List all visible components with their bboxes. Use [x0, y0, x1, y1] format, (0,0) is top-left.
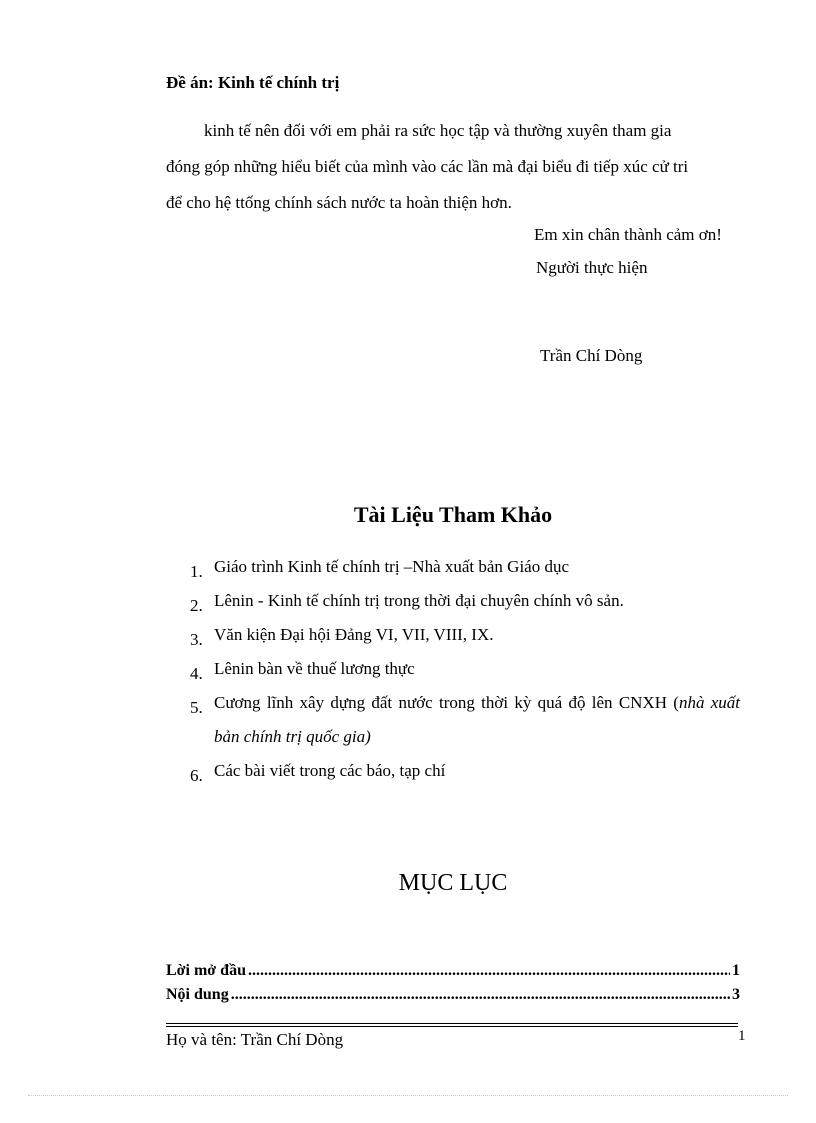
references-title: Tài Liệu Tham Khảo	[353, 502, 553, 527]
table-of-contents	[166, 962, 740, 1010]
paragraph-line: đóng góp những hiểu biết của mình vào các lần mà đại biểu đi tiếp xúc cử tri	[166, 157, 689, 176]
toc-entry-page: 3	[732, 986, 740, 1003]
closing-thanks: Em xin chân thành cảm ơn!	[534, 225, 722, 244]
performer-label: Người thực hiện	[536, 258, 648, 277]
toc-entry-page: 1	[732, 962, 740, 979]
reference-text: Lênin bàn về thuế lương thực	[214, 659, 415, 678]
reference-text: Văn kiện Đại hội Đảng VI, VII, VIII, IX.	[214, 625, 494, 644]
reference-item	[166, 584, 740, 618]
paragraph-line: kinh tế nên đối với em phải ra sức học tập và thường xuyên tham gia	[204, 121, 672, 140]
reference-number: 4.	[190, 664, 203, 683]
reference-number: 2.	[190, 596, 203, 615]
reference-text: Các bài viết trong các báo, tạp chí	[214, 761, 446, 780]
document-header-title: Đề án: Kinh tế chính trị	[166, 73, 340, 92]
toc-leader-dots	[231, 986, 730, 1004]
reference-item	[166, 652, 740, 686]
page-edge-divider	[28, 1095, 788, 1096]
footer-rule-bottom	[166, 1026, 738, 1027]
toc-entry-label: Lời mở đầu	[166, 962, 246, 979]
reference-item	[166, 618, 740, 652]
paragraph-line: để cho hệ ttống chính sách nước ta hoàn thiện hơn.	[166, 193, 512, 212]
toc-title: MỤC LỤC	[398, 870, 508, 896]
reference-text: Cương lĩnh xây dựng đất nước trong thời kỳ quá độ lên CNXH (	[214, 693, 679, 712]
reference-number: 6.	[190, 766, 203, 785]
toc-entry-label: Nội dung	[166, 986, 229, 1003]
reference-text: Giáo trình Kinh tế chính trị –Nhà xuất bản Giáo dục	[214, 557, 570, 576]
author-signature: Trần Chí Dòng	[540, 346, 643, 365]
references-list	[166, 550, 740, 788]
footer-rule-top	[166, 1023, 738, 1024]
toc-leader-dots	[248, 962, 730, 980]
toc-entry[interactable]	[166, 962, 740, 986]
page-number: 1	[738, 1028, 746, 1044]
reference-item	[166, 686, 740, 754]
footer-author-name: Họ và tên: Trần Chí Dòng	[166, 1030, 344, 1049]
reference-number: 3.	[190, 630, 203, 649]
reference-number: 1.	[190, 562, 203, 581]
reference-item	[166, 754, 740, 788]
reference-text: Lênin - Kinh tế chính trị trong thời đại chuyên chính vô sản.	[214, 591, 624, 610]
reference-item	[166, 550, 740, 584]
toc-entry[interactable]	[166, 986, 740, 1010]
reference-italic-text: nhà xuất bản chính trị quốc gia)	[214, 693, 740, 746]
reference-number: 5.	[190, 698, 203, 717]
body-paragraph	[166, 113, 740, 221]
